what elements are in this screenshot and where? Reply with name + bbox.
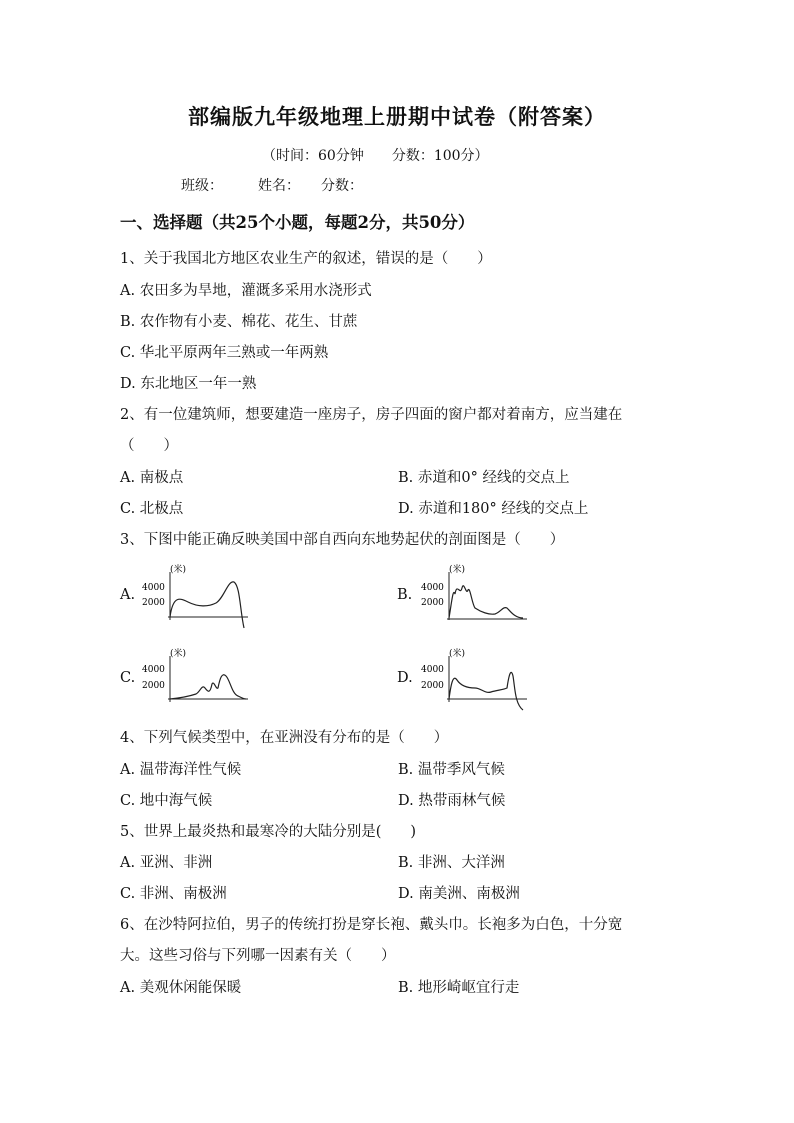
- profile-graph-c: [140, 644, 260, 714]
- profile-graph-a: [140, 560, 260, 632]
- exam-subtitle: （时间：60分钟 分数：100分）: [262, 148, 489, 164]
- question-2-stem-line1: 2、有一位建筑师，想要建造一座房子，房子四面的窗户都对着南方，应当建在: [120, 407, 623, 423]
- question-4-option-a: A. 温带海洋性气候: [120, 762, 242, 778]
- graph-c-unit: (米): [170, 649, 187, 659]
- graph-b-label: B.: [397, 587, 413, 603]
- graph-d-tick-4000: 4000: [421, 665, 444, 675]
- question-2-option-c: C. 北极点: [120, 501, 184, 517]
- question-4-stem: 4、下列气候类型中，在亚洲没有分布的是（ ）: [120, 730, 449, 746]
- question-1-option-b: B. 农作物有小麦、棉花、花生、甘蔗: [120, 314, 358, 330]
- question-1-option-c: C. 华北平原两年三熟或一年两熟: [120, 345, 329, 361]
- graph-d-label: D.: [397, 670, 413, 686]
- question-1-option-d: D. 东北地区一年一熟: [120, 376, 257, 392]
- question-3-stem: 3、下图中能正确反映美国中部自西向东地势起伏的剖面图是（ ）: [120, 532, 565, 548]
- question-6-stem-line1: 6、在沙特阿拉伯，男子的传统打扮是穿长袍、戴头巾。长袍多为白色，十分宽: [120, 917, 623, 933]
- graph-a-unit: (米): [170, 565, 187, 575]
- question-6-option-a: A. 美观休闲能保暖: [120, 980, 242, 996]
- question-2-option-a: A. 南极点: [120, 470, 184, 486]
- graph-a-tick-4000: 4000: [142, 583, 165, 593]
- question-2-option-d: D. 赤道和180° 经线的交点上: [398, 501, 589, 517]
- question-2-option-b: B. 赤道和0° 经线的交点上: [398, 470, 570, 486]
- question-1-stem: 1、关于我国北方地区农业生产的叙述，错误的是（ ）: [120, 251, 492, 267]
- question-5-option-d: D. 南美洲、南极洲: [398, 886, 520, 902]
- profile-graph-d: [419, 644, 539, 716]
- graph-c-tick-4000: 4000: [142, 665, 165, 675]
- profile-graph-b: [419, 560, 539, 632]
- student-info-line: 班级： 姓名： 分数：: [181, 178, 363, 194]
- question-5-option-c: C. 非洲、南极洲: [120, 886, 227, 902]
- question-5-option-a: A. 亚洲、非洲: [120, 855, 213, 871]
- section-heading: 一、选择题（共25个小题，每题2分，共50分）: [120, 213, 475, 232]
- question-1-option-a: A. 农田多为旱地，灌溉多采用水浇形式: [120, 283, 372, 299]
- question-5-option-b: B. 非洲、大洋洲: [398, 855, 505, 871]
- graph-a-label: A.: [120, 587, 136, 603]
- question-6-option-b: B. 地形崎岖宜行走: [398, 980, 520, 996]
- question-6-stem-line2: 大。这些习俗与下列哪一因素有关（ ）: [120, 948, 396, 964]
- question-4-option-c: C. 地中海气候: [120, 793, 213, 809]
- exam-title: 部编版九年级地理上册期中试卷（附答案）: [188, 104, 606, 129]
- graph-b-tick-2000: 2000: [421, 598, 444, 608]
- question-2-stem-line2: （ ）: [120, 438, 178, 454]
- graph-c-label: C.: [120, 670, 136, 686]
- graph-b-unit: (米): [449, 565, 466, 575]
- question-5-stem: 5、世界上最炎热和最寒冷的大陆分别是( ): [120, 824, 417, 840]
- graph-b-tick-4000: 4000: [421, 583, 444, 593]
- graph-c-tick-2000: 2000: [142, 681, 165, 691]
- graph-d-tick-2000: 2000: [421, 681, 444, 691]
- question-4-option-b: B. 温带季风气候: [398, 762, 505, 778]
- graph-a-tick-2000: 2000: [142, 598, 165, 608]
- graph-d-unit: (米): [449, 649, 466, 659]
- question-4-option-d: D. 热带雨林气候: [398, 793, 506, 809]
